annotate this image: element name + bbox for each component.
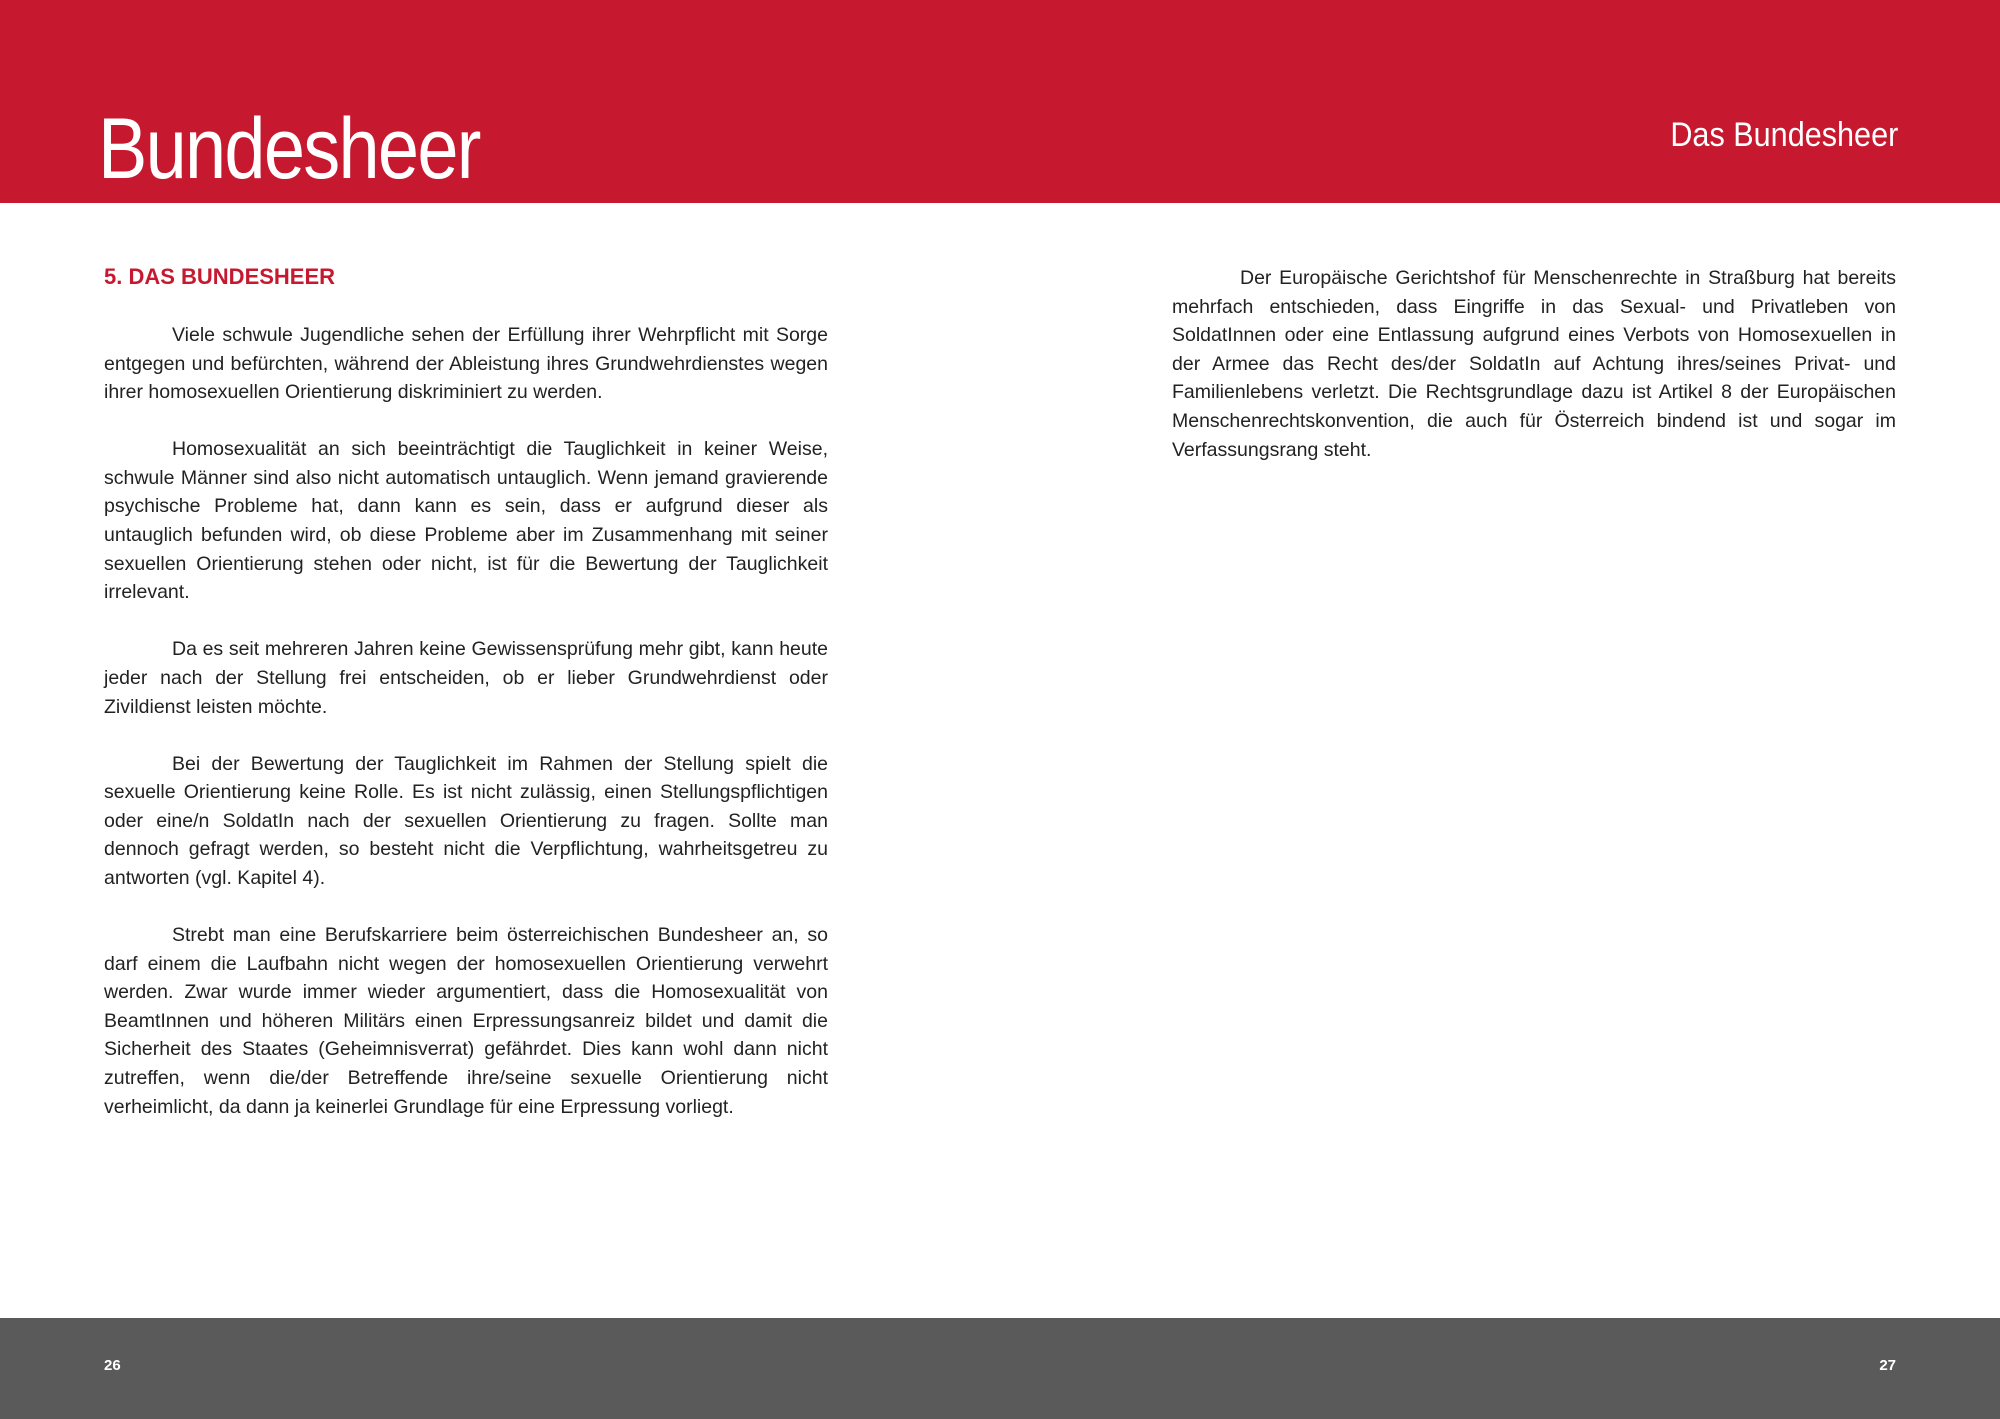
page-number-right: 27: [1879, 1357, 1896, 1374]
right-column: [1172, 264, 1896, 493]
paragraph: Viele schwule Jugendliche sehen der Erfüllung ihrer Wehrpflicht mit Sorge entgegen und befürchten, während der Ableistung ihres Grundwehrdienstes wegen ihrer homosexuellen Orientierung diskriminiert zu werden.: [104, 324, 828, 404]
chapter-title: Bundesheer: [98, 101, 480, 197]
section-heading: 5. DAS BUNDESHEER: [104, 264, 336, 289]
page-number-left: 26: [104, 1357, 121, 1374]
running-head: Das Bundesheer: [1670, 116, 1898, 154]
paragraph: Bei der Bewertung der Tauglichkeit im Rahmen der Stellung spielt die sexuelle Orientierung keine Rolle. Es ist nicht zulässig, einen Stellungspflichtigen oder eine/n SoldatIn nach der sexuellen Orientierung zu fragen. Sollte man dennoch gefragt werden, so besteht nicht die Verpflichtung, wahrheitsgetreu zu antworten (vgl. Kapitel 4).: [104, 752, 828, 889]
paragraph: Da es seit mehreren Jahren keine Gewissensprüfung mehr gibt, kann heute jeder nach der Stellung frei entscheiden, ob er lieber Grundwehrdienst oder Zivildienst leisten möchte.: [104, 638, 828, 718]
paragraph: Der Europäische Gerichtshof für Menschenrechte in Straßburg hat bereits mehrfach entschieden, dass Eingriffe in das Sexual- und Privatleben von SoldatInnen oder eine Entlassung aufgrund eines Verbots von Homosexuellen in der Armee das Recht des/der SoldatIn auf Achtung ihres/seines Privat- und Familienlebens verletzt. Die Rechtsgrundlage dazu ist Artikel 8 der Europäischen Menschenrechtskonvention, die auch für Österreich bindend ist und sogar im Verfassungsrang steht.: [1172, 267, 1896, 461]
left-column: [104, 262, 828, 1150]
footer-band: [0, 1318, 2000, 1419]
paragraph: Homosexualität an sich beeinträchtigt die Tauglichkeit in keiner Weise, schwule Männer sind also nicht automatisch untauglich. Wenn jemand gravierende psychische Probleme hat, dann kann es sein, dass er aufgrund dieser als untauglich befunden wird, ob diese Probleme aber im Zusammenhang mit seiner sexuellen Orientierung stehen oder nicht, ist für die Bewertung der Tauglichkeit irrelevant.: [104, 438, 828, 604]
paragraph: Strebt man eine Berufskarriere beim österreichischen Bundesheer an, so darf einem die Laufbahn nicht wegen der homosexuellen Orientierung verwehrt werden. Zwar wurde immer wieder argumentiert, dass die Homosexualität von BeamtInnen und höheren Militärs einen Erpressungsanreiz bildet und damit die Sicherheit des Staates (Geheimnisverrat) gefährdet. Dies kann wohl dann nicht zutreffen, wenn die/der Betreffende ihre/seine sexuelle Orientierung nicht verheimlicht, da dann ja keinerlei Grundlage für eine Erpressung vorliegt.: [104, 924, 828, 1118]
header-band: [0, 0, 2000, 203]
